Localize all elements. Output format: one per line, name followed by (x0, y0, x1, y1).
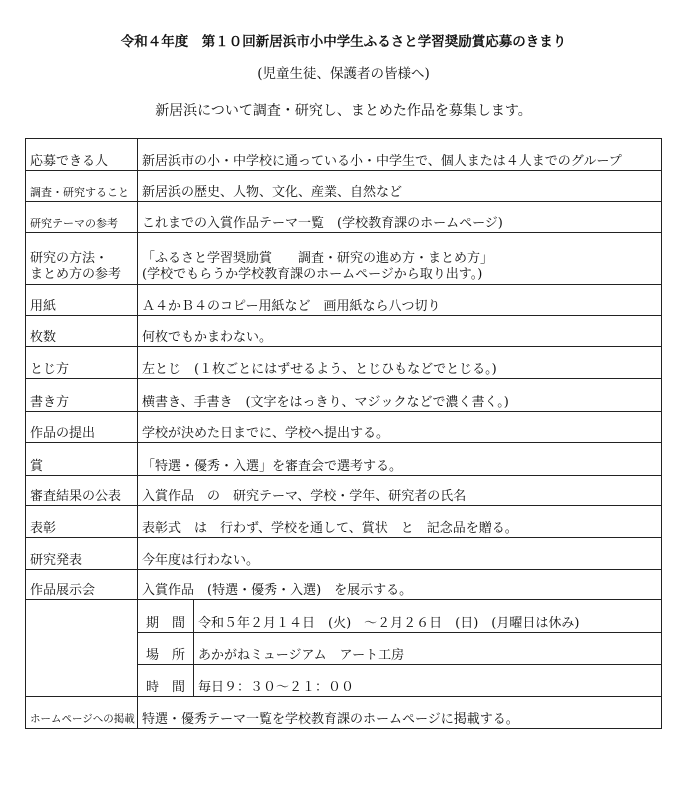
row-label: 書き方 (26, 379, 138, 412)
row-label: 作品の提出 (26, 412, 138, 443)
row-value: 毎日９：３０～２１：００ (194, 665, 662, 697)
sub-label: 時 間 (138, 665, 194, 697)
row-value: 表彰式 は 行わず、学校を通して、賞状 と 記念品を贈る。 (138, 506, 662, 538)
table-row (26, 347, 662, 379)
row-label: とじ方 (26, 347, 138, 379)
row-value: これまでの入賞作品テーマ一覧 (学校教育課のホームページ) (138, 202, 662, 233)
table-row (26, 570, 662, 600)
blank-cell (26, 633, 138, 665)
table-row (26, 476, 662, 506)
table-row (26, 412, 662, 443)
row-value-line2: (学校でもらうか学校教育課のホームページから取り出す。) (142, 267, 483, 282)
table-row (26, 379, 662, 412)
audience-note: (児童生徒、保護者の皆様へ) (257, 66, 430, 82)
row-label: 審査結果の公表 (26, 476, 138, 506)
row-value: あかがねミュージアム アート工房 (194, 633, 662, 665)
row-value-line1: 「ふるさと学習奨励賞 調査・研究の進め方・まとめ方」 (142, 251, 494, 266)
table-row (26, 202, 662, 233)
table-row (26, 171, 662, 202)
row-value: 入賞作品 (特選・優秀・入選) を展示する。 (138, 570, 662, 600)
row-label: 研究発表 (26, 538, 138, 570)
row-label: 調査・研究すること (26, 171, 138, 202)
row-label: 用紙 (26, 285, 138, 316)
table-row (26, 506, 662, 538)
table-row (26, 233, 662, 285)
row-label: 研究テーマの参考 (26, 202, 138, 233)
row-value: 新居浜市の小・中学校に通っている小・中学生で、個人または４人までのグループ (138, 139, 662, 171)
row-label-line1: 研究の方法・ (30, 251, 109, 266)
row-value (138, 233, 662, 285)
row-label: ホームページへの掲載 (26, 697, 138, 729)
sub-label: 場 所 (138, 633, 194, 665)
row-value: 今年度は行わない。 (138, 538, 662, 570)
rules-table (25, 138, 662, 729)
row-label (26, 233, 138, 285)
table-row (26, 443, 662, 476)
sub-label: 期 間 (138, 600, 194, 633)
row-label: 枚数 (26, 316, 138, 347)
table-row (26, 665, 662, 697)
intro-text: 新居浜について調査・研究し、まとめた作品を募集します。 (155, 103, 532, 119)
row-label-line2: まとめ方の参考 (30, 267, 122, 282)
row-value: 新居浜の歴史、人物、文化、産業、自然など (138, 171, 662, 202)
blank-cell (26, 600, 138, 633)
row-value: 学校が決めた日までに、学校へ提出する。 (138, 412, 662, 443)
table-row (26, 139, 662, 171)
row-value: 入賞作品 の 研究テーマ、学校・学年、研究者の氏名 (138, 476, 662, 506)
row-value: 「特選・優秀・入選」を審査会で選考する。 (138, 443, 662, 476)
table-row (26, 285, 662, 316)
blank-cell (26, 665, 138, 697)
row-label: 表彰 (26, 506, 138, 538)
row-value: 令和５年２月１４日 (火) ～２月２６日 (日) (月曜日は休み) (194, 600, 662, 633)
row-value: 左とじ (１枚ごとにはずせるよう、とじひもなどでとじる。) (138, 347, 662, 379)
table-row (26, 538, 662, 570)
document-title: 令和４年度 第１０回新居浜市小中学生ふるさと学習奨励賞応募のきまり (120, 34, 567, 50)
table-row (26, 697, 662, 729)
row-value: 特選・優秀テーマ一覧を学校教育課のホームページに掲載する。 (138, 697, 662, 729)
table-row (26, 633, 662, 665)
row-value: 何枚でもかまわない。 (138, 316, 662, 347)
row-label: 賞 (26, 443, 138, 476)
table-row (26, 600, 662, 633)
row-label: 作品展示会 (26, 570, 138, 600)
row-value: 横書き、手書き (文字をはっきり、マジックなどで濃く書く。) (138, 379, 662, 412)
table-row (26, 316, 662, 347)
row-label: 応募できる人 (26, 139, 138, 171)
row-value: Ａ４かＢ４のコピー用紙など 画用紙なら八つ切り (138, 285, 662, 316)
